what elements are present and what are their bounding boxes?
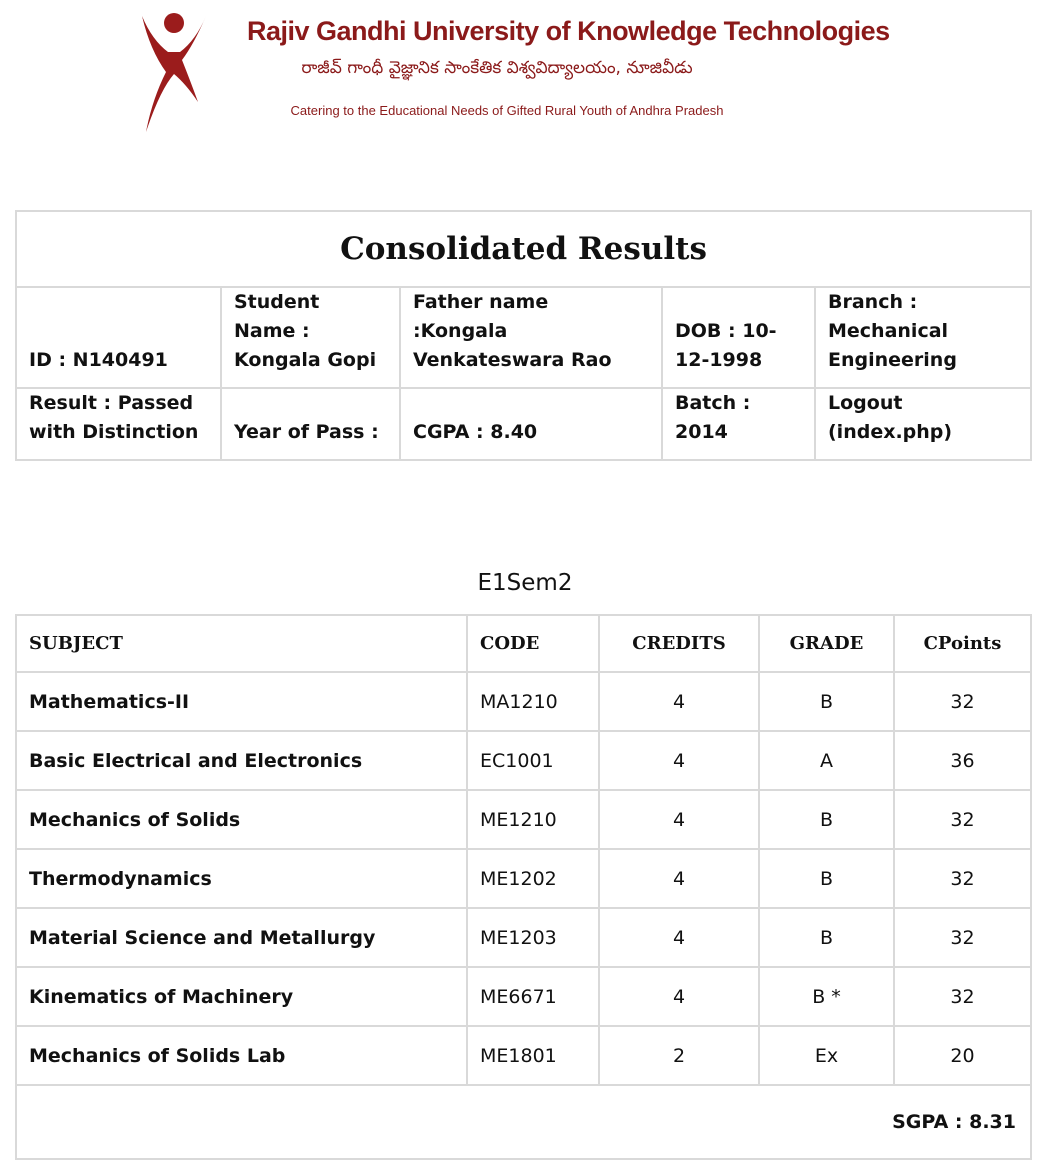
grade-cell: B bbox=[759, 849, 894, 908]
result-status: Result : Passed with Distinction bbox=[16, 388, 221, 460]
cpoints-cell: 32 bbox=[894, 672, 1031, 731]
credits-cell: 4 bbox=[599, 967, 759, 1026]
cpoints-cell: 36 bbox=[894, 731, 1031, 790]
code-cell: ME1801 bbox=[467, 1026, 599, 1085]
code-cell: ME6671 bbox=[467, 967, 599, 1026]
credits-cell: 4 bbox=[599, 672, 759, 731]
university-tagline: Catering to the Educational Needs of Gifted Rural Youth of Andhra Pradesh bbox=[290, 103, 724, 118]
grade-cell: B * bbox=[759, 967, 894, 1026]
university-header bbox=[0, 0, 1050, 140]
university-name-telugu: రాజీవ్ గాంధీ వైజ్ఞానిక సాంకేతిక విశ్వవిద్యాలయం, నూజివీడు bbox=[301, 58, 693, 78]
rgukt-figure-logo-icon bbox=[138, 10, 210, 134]
subject-cell: Kinematics of Machinery bbox=[16, 967, 467, 1026]
grade-cell: B bbox=[759, 672, 894, 731]
code-cell: MA1210 bbox=[467, 672, 599, 731]
grade-cell: B bbox=[759, 790, 894, 849]
header-grade: GRADE bbox=[759, 615, 894, 672]
sgpa-row bbox=[16, 1085, 1031, 1159]
cpoints-cell: 20 bbox=[894, 1026, 1031, 1085]
grade-cell: B bbox=[759, 908, 894, 967]
credits-cell: 4 bbox=[599, 731, 759, 790]
code-cell: EC1001 bbox=[467, 731, 599, 790]
header-code: CODE bbox=[467, 615, 599, 672]
branch: Branch : Mechanical Engineering bbox=[815, 287, 1031, 388]
table-row bbox=[16, 790, 1031, 849]
table-row bbox=[16, 967, 1031, 1026]
code-cell: ME1202 bbox=[467, 849, 599, 908]
cpoints-cell: 32 bbox=[894, 790, 1031, 849]
subject-cell: Mechanics of Solids bbox=[16, 790, 467, 849]
student-info-table bbox=[15, 210, 1032, 461]
consolidated-results-title: Consolidated Results bbox=[16, 211, 1031, 287]
sgpa-value: SGPA : 8.31 bbox=[16, 1085, 1031, 1159]
cpoints-cell: 32 bbox=[894, 967, 1031, 1026]
code-cell: ME1210 bbox=[467, 790, 599, 849]
logout-link[interactable]: Logout (index.php) bbox=[828, 392, 953, 443]
year-of-pass: Year of Pass : bbox=[221, 388, 400, 460]
batch: Batch : 2014 bbox=[662, 388, 815, 460]
semester-title: E1Sem2 bbox=[477, 570, 573, 596]
subject-cell: Mechanics of Solids Lab bbox=[16, 1026, 467, 1085]
grade-cell: A bbox=[759, 731, 894, 790]
header-cpoints: CPoints bbox=[894, 615, 1031, 672]
header-credits: CREDITS bbox=[599, 615, 759, 672]
student-id: ID : N140491 bbox=[16, 287, 221, 388]
credits-cell: 4 bbox=[599, 790, 759, 849]
logout-cell bbox=[815, 388, 1031, 460]
date-of-birth: DOB : 10-12-1998 bbox=[662, 287, 815, 388]
university-name: Rajiv Gandhi University of Knowledge Technologies bbox=[247, 16, 890, 46]
subject-cell: Basic Electrical and Electronics bbox=[16, 731, 467, 790]
table-row bbox=[16, 908, 1031, 967]
credits-cell: 4 bbox=[599, 908, 759, 967]
semester-results-table bbox=[15, 614, 1032, 1160]
father-name: Father name :Kongala Venkateswara Rao bbox=[400, 287, 662, 388]
credits-cell: 4 bbox=[599, 849, 759, 908]
subject-cell: Thermodynamics bbox=[16, 849, 467, 908]
cpoints-cell: 32 bbox=[894, 849, 1031, 908]
cpoints-cell: 32 bbox=[894, 908, 1031, 967]
table-row bbox=[16, 1026, 1031, 1085]
cgpa: CGPA : 8.40 bbox=[400, 388, 662, 460]
table-row bbox=[16, 672, 1031, 731]
code-cell: ME1203 bbox=[467, 908, 599, 967]
grade-cell: Ex bbox=[759, 1026, 894, 1085]
subject-cell: Mathematics-II bbox=[16, 672, 467, 731]
table-row bbox=[16, 731, 1031, 790]
subject-cell: Material Science and Metallurgy bbox=[16, 908, 467, 967]
table-row bbox=[16, 849, 1031, 908]
header-subject: SUBJECT bbox=[16, 615, 467, 672]
table-header-row bbox=[16, 615, 1031, 672]
student-name: Student Name : Kongala Gopi bbox=[221, 287, 400, 388]
credits-cell: 2 bbox=[599, 1026, 759, 1085]
